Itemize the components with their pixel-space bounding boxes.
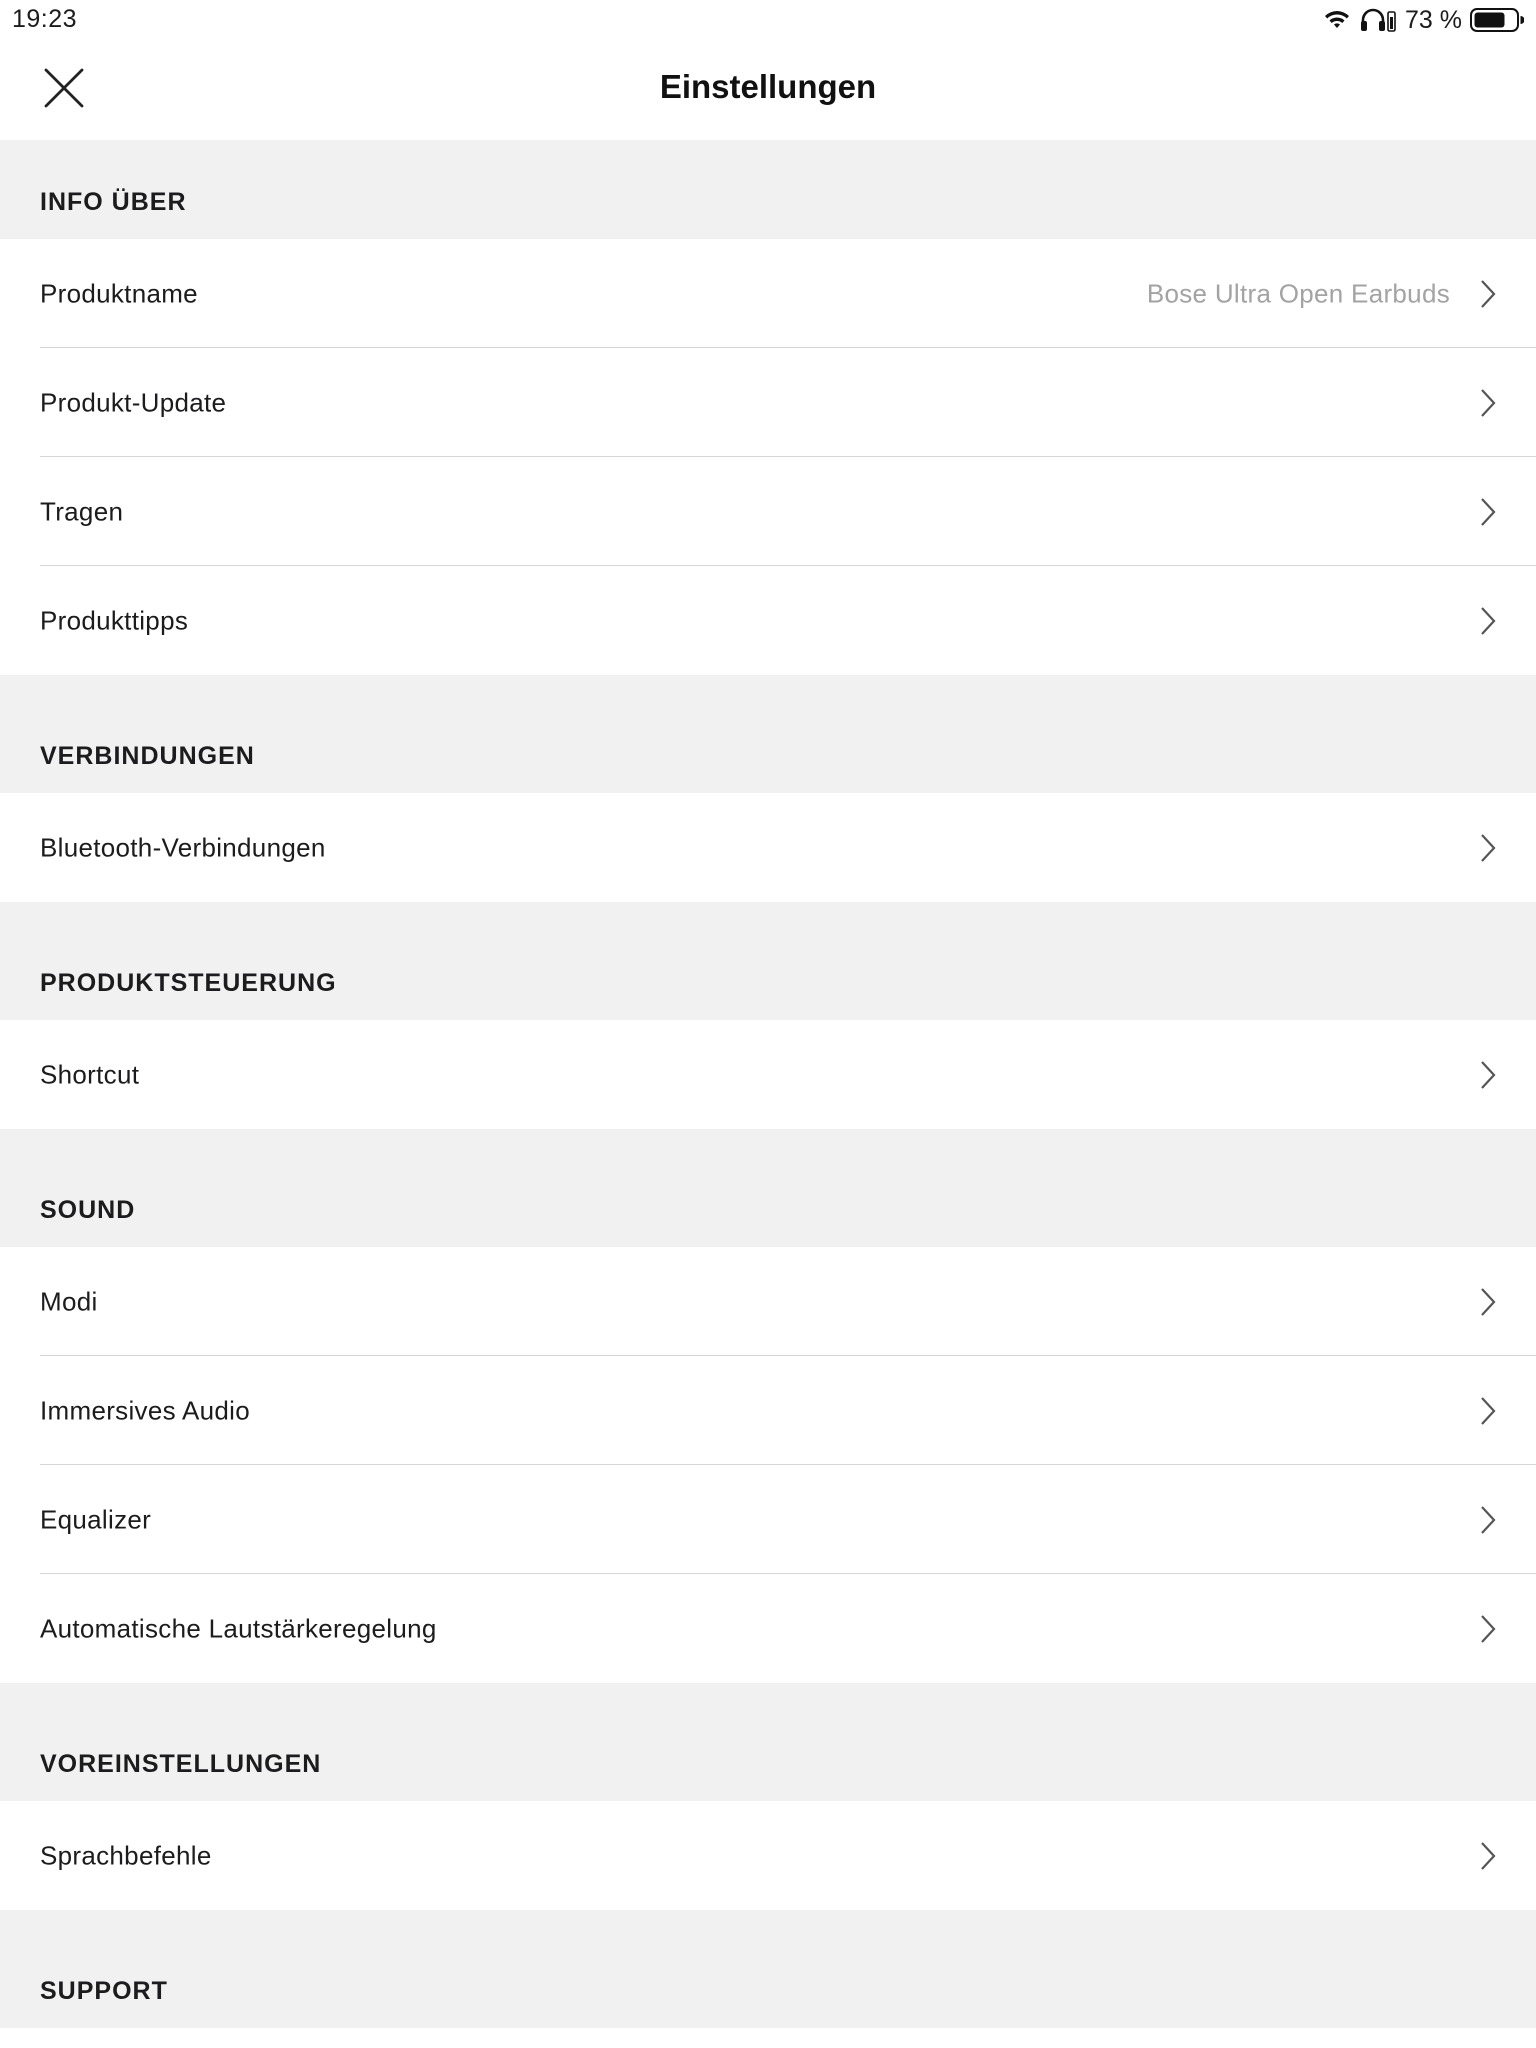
section-header-presets xyxy=(0,1683,1536,1801)
chevron-right-icon xyxy=(1478,278,1498,310)
status-time: 19:23 xyxy=(12,5,78,33)
section-title: VERBINDUNGEN xyxy=(40,742,255,770)
navigation-header xyxy=(0,40,1536,140)
battery-percent: 73 % xyxy=(1405,5,1462,34)
section-header-connections xyxy=(0,675,1536,793)
row-label: Bluetooth-Verbindungen xyxy=(40,832,326,862)
chevron-right-icon xyxy=(1478,1504,1498,1536)
settings-row-support-partial xyxy=(0,2028,1536,2048)
chevron-right-icon xyxy=(1478,1840,1498,1872)
section-title: INFO ÜBER xyxy=(40,188,187,216)
settings-row-product-update[interactable] xyxy=(0,348,1536,457)
row-label: Tragen xyxy=(40,496,124,526)
section-header-product-control xyxy=(0,902,1536,1020)
page-title: Einstellungen xyxy=(659,68,877,105)
settings-row-wearing[interactable] xyxy=(0,457,1536,566)
row-label: Modi xyxy=(40,1286,98,1316)
chevron-right-icon xyxy=(1478,387,1498,419)
settings-row-bluetooth-connections[interactable] xyxy=(0,793,1536,902)
section-header-info xyxy=(0,140,1536,239)
settings-list[interactable] xyxy=(0,140,1536,2048)
section-title: SOUND xyxy=(40,1196,136,1224)
battery-icon xyxy=(1470,7,1524,33)
row-label: Sprachbefehle xyxy=(40,1840,212,1870)
settings-row-immersive-audio[interactable] xyxy=(0,1356,1536,1465)
row-label: Produktname xyxy=(40,278,198,308)
wifi-icon xyxy=(1323,9,1351,31)
chevron-right-icon xyxy=(1478,1286,1498,1318)
chevron-right-icon xyxy=(1478,1059,1498,1091)
row-label: Produkttipps xyxy=(40,605,189,635)
section-header-sound xyxy=(0,1129,1536,1247)
settings-row-auto-volume[interactable] xyxy=(0,1574,1536,1683)
settings-row-shortcut[interactable] xyxy=(0,1020,1536,1129)
chevron-right-icon xyxy=(1478,832,1498,864)
status-icons xyxy=(1323,4,1524,36)
settings-row-product-tips[interactable] xyxy=(0,566,1536,675)
status-bar xyxy=(0,0,1536,40)
settings-row-voice-prompts[interactable] xyxy=(0,1801,1536,1910)
chevron-right-icon xyxy=(1478,1395,1498,1427)
section-title: PRODUKTSTEUERUNG xyxy=(40,969,337,997)
row-label: Automatische Lautstärkeregelung xyxy=(40,1613,437,1643)
row-label: Produkt-Update xyxy=(40,387,227,417)
section-title: SUPPORT xyxy=(40,1977,168,2005)
row-label: Equalizer xyxy=(40,1504,152,1534)
section-title: VOREINSTELLUNGEN xyxy=(40,1750,322,1778)
chevron-right-icon xyxy=(1478,496,1498,528)
chevron-right-icon xyxy=(1478,1613,1498,1645)
headphones-icon xyxy=(1359,8,1397,32)
settings-row-equalizer[interactable] xyxy=(0,1465,1536,1574)
chevron-right-icon xyxy=(1478,605,1498,637)
settings-row-product-name[interactable] xyxy=(0,239,1536,348)
settings-row-modes[interactable] xyxy=(0,1247,1536,1356)
row-value-product-name: Bose Ultra Open Earbuds xyxy=(1146,278,1450,308)
row-label: Shortcut xyxy=(40,1059,140,1089)
section-header-support xyxy=(0,1910,1536,2028)
row-label: Immersives Audio xyxy=(40,1395,250,1425)
